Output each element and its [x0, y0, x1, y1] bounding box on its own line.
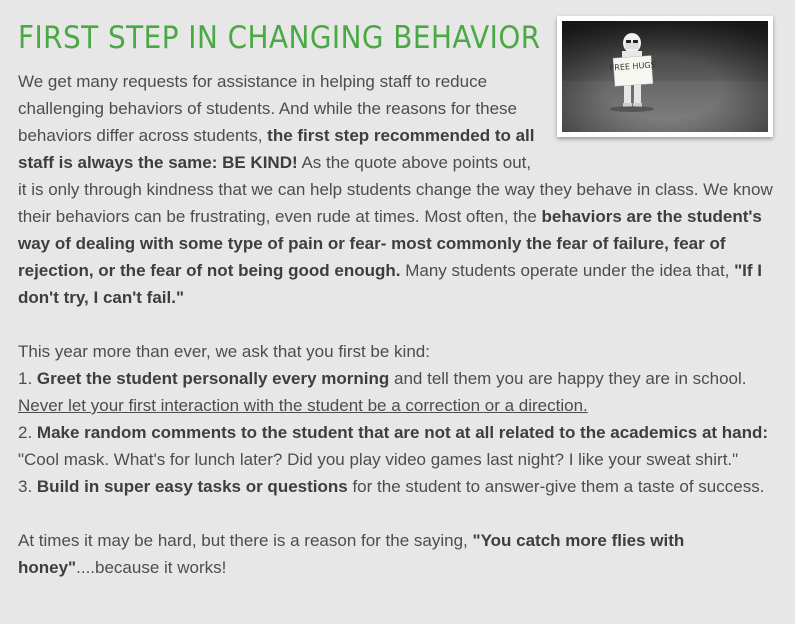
list-item-3: 3. Build in super easy tasks or questions for the student to answer-give them a taste of success.: [18, 477, 765, 496]
intro-text-3: Many students operate under the idea that,: [400, 261, 735, 280]
intro-bold-quote: "If I don't try, I can't fail.": [18, 261, 762, 307]
intro-bold-be-kind: the first step recommended to all staff is always the same: BE KIND!: [18, 126, 535, 172]
intro-text-2: As the quote above points out, it is only through kindness that we can help students change the way they behave in class. We know their behaviors can be frustrating, even rude at times. Most often, the: [18, 153, 773, 226]
list-item-3-bold: Build in super easy tasks or questions: [36, 477, 348, 496]
intro-bold-behaviors: behaviors are the student's way of dealing with some type of pain or fear- most commonly the fear of failure, fear of rejection, or the fear of not being good enough.: [18, 207, 762, 280]
svg-text:FREE HUGS: FREE HUGS: [609, 60, 656, 73]
list-item-1-bold: Greet the student personally every morning: [36, 369, 390, 388]
list-intro: This year more than ever, we ask that you first be kind:: [18, 342, 430, 361]
intro-text: We get many requests for assistance in helping staff to reduce challenging behaviors of students. And while the reasons for these behaviors differ across students,: [18, 72, 517, 145]
page-title: FIRST STEP IN CHANGING BEHAVIOR: [18, 20, 541, 56]
list-item-2: 2. Make random comments to the student that are not at all related to the academics at hand: "Cool mask. What's for lunch later? Did you play video games last night? I like your sweat shirt.": [18, 423, 769, 469]
paragraph-intro: [18, 68, 780, 311]
list-item-2-bold: Make random comments to the student that are not at all related to the academics at hand:: [36, 423, 769, 442]
article-body: [18, 68, 780, 581]
underlined-note: Never let your first interaction with the student be a correction or a direction.: [18, 396, 588, 415]
list-item-1: 1. Greet the student personally every morning and tell them you are happy they are in school. Never let your first interaction with the student be a correction or a direction.: [18, 369, 747, 415]
paragraph-closing: At times it may be hard, but there is a reason for the saying, "You catch more flies with honey"....because it works!: [18, 531, 685, 577]
closing-bold-quote: "You catch more flies with honey": [18, 531, 685, 577]
